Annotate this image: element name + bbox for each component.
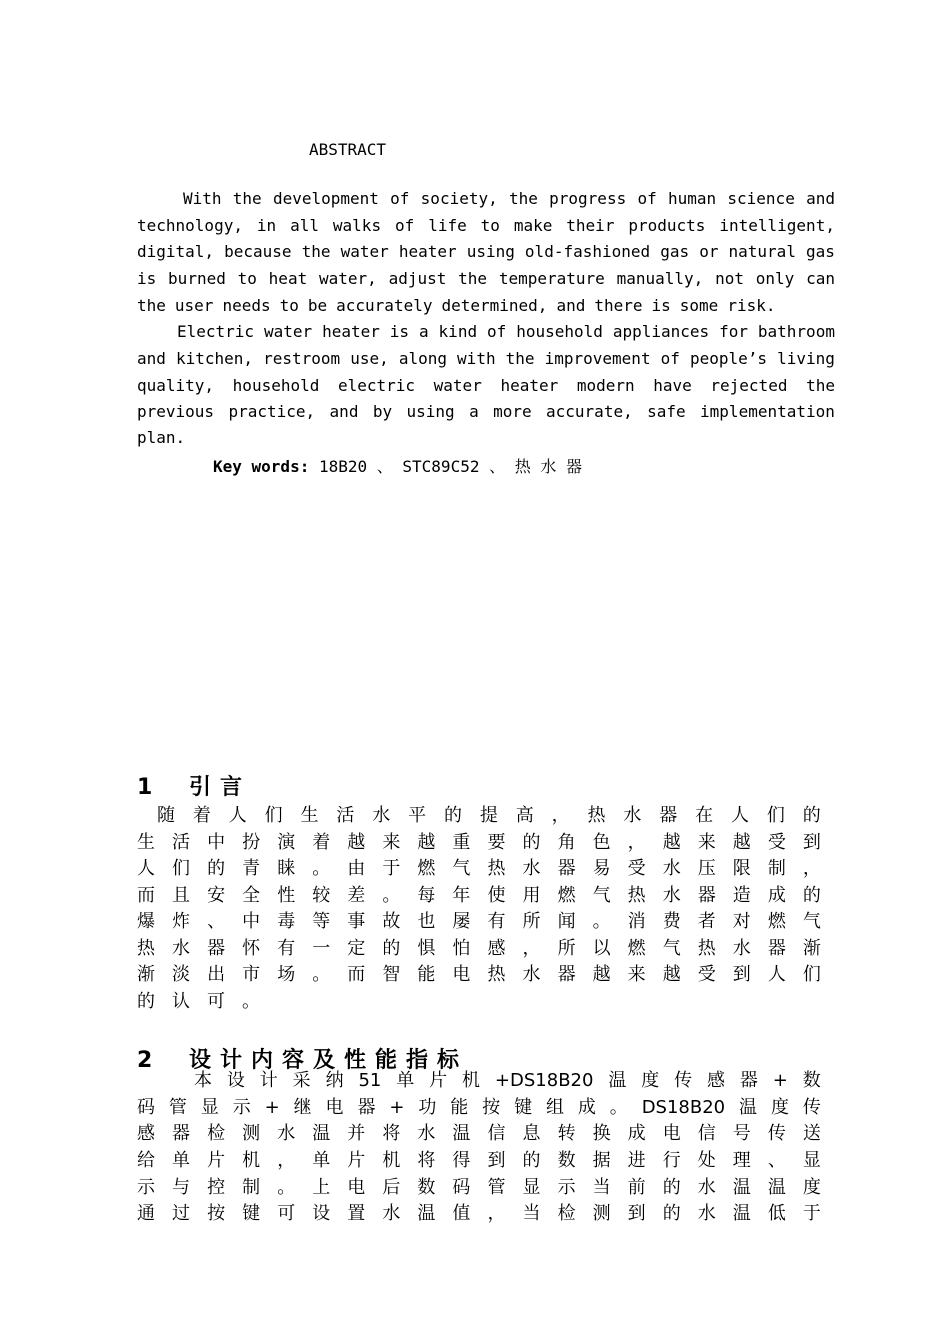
abstract-line: digital, because the water heater using old-fashioned gas or natural gas <box>137 242 835 261</box>
keywords <box>213 454 582 477</box>
paragraph-line: 示 与 控 制 。 上 电 后 数 码 管 显 示 当 前 的 水 温 温 度 <box>137 1177 821 1198</box>
section-1-heading <box>137 770 251 801</box>
abstract-line: and kitchen, restroom use, along with the improvement of people’s living <box>137 349 835 368</box>
paragraph-line: 爆 炸 、 中 毒 等 事 故 也 屡 有 所 闻 。 消 费 者 对 燃 气 <box>137 911 821 932</box>
section-1-title: 引言 <box>189 775 252 800</box>
paragraph-line: 码 管 显 示 + 继 电 器 + 功 能 按 键 组 成 。 DS18B20 温 度 传 <box>137 1097 821 1118</box>
paragraph-line: 生 活 中 扮 演 着 越 来 越 重 要 的 角 色 ， 越 来 越 受 到 <box>137 832 821 853</box>
paragraph-line: 随 着 人 们 生 活 水 平 的 提 高 ， 热 水 器 在 人 们 的 <box>157 805 821 826</box>
section-2-number: 2 <box>137 1048 153 1073</box>
keywords-value: 18B20 、 STC89C52 、 热 水 器 <box>318 457 582 476</box>
paragraph-line: 给 单 片 机 ， 单 片 机 将 得 到 的 数 据 进 行 处 理 、 显 <box>137 1150 821 1171</box>
paragraph-line: 人 们 的 青 睐 。 由 于 燃 气 热 水 器 易 受 水 压 限 制 ， <box>137 858 821 879</box>
abstract-line: previous practice, and by using a more accurate, safe implementation <box>137 402 835 421</box>
keywords-label: Key words: <box>213 457 310 476</box>
abstract-line: is burned to heat water, adjust the temperature manually, not only can <box>137 269 835 288</box>
paragraph-line: 感 器 检 测 水 温 并 将 水 温 信 息 转 换 成 电 信 号 传 送 <box>137 1123 821 1144</box>
section-1-number: 1 <box>137 775 153 800</box>
abstract-line: Electric water heater is a kind of household appliances for bathroom <box>177 322 835 341</box>
section-2-title: 设计内容及性能指标 <box>189 1048 469 1073</box>
paragraph-line: 热 水 器 怀 有 一 定 的 惧 怕 感 ， 所 以 燃 气 热 水 器 渐 <box>137 938 821 959</box>
abstract-line: technology, in all walks of life to make their products intelligent, <box>137 216 835 235</box>
paragraph-line: 的 认 可 。 <box>137 991 260 1012</box>
abstract-line: plan. <box>137 428 186 447</box>
abstract-line: the user needs to be accurately determined, and there is some risk. <box>137 296 776 315</box>
abstract-title: ABSTRACT <box>309 140 387 159</box>
abstract-line: quality, household electric water heater modern have rejected the <box>137 376 835 395</box>
paragraph-line: 渐 淡 出 市 场 。 而 智 能 电 热 水 器 越 来 越 受 到 人 们 <box>137 964 821 985</box>
paragraph-line: 本 设 计 采 纳 51 单 片 机 +DS18B20 温 度 传 感 器 + 数 <box>194 1070 821 1091</box>
abstract-line: With the development of society, the progress of human science and <box>183 189 835 208</box>
paragraph-line: 而 且 安 全 性 较 差 。 每 年 使 用 燃 气 热 水 器 造 成 的 <box>137 885 821 906</box>
paragraph-line: 通 过 按 键 可 设 置 水 温 值 ， 当 检 测 到 的 水 温 低 于 <box>137 1203 821 1224</box>
